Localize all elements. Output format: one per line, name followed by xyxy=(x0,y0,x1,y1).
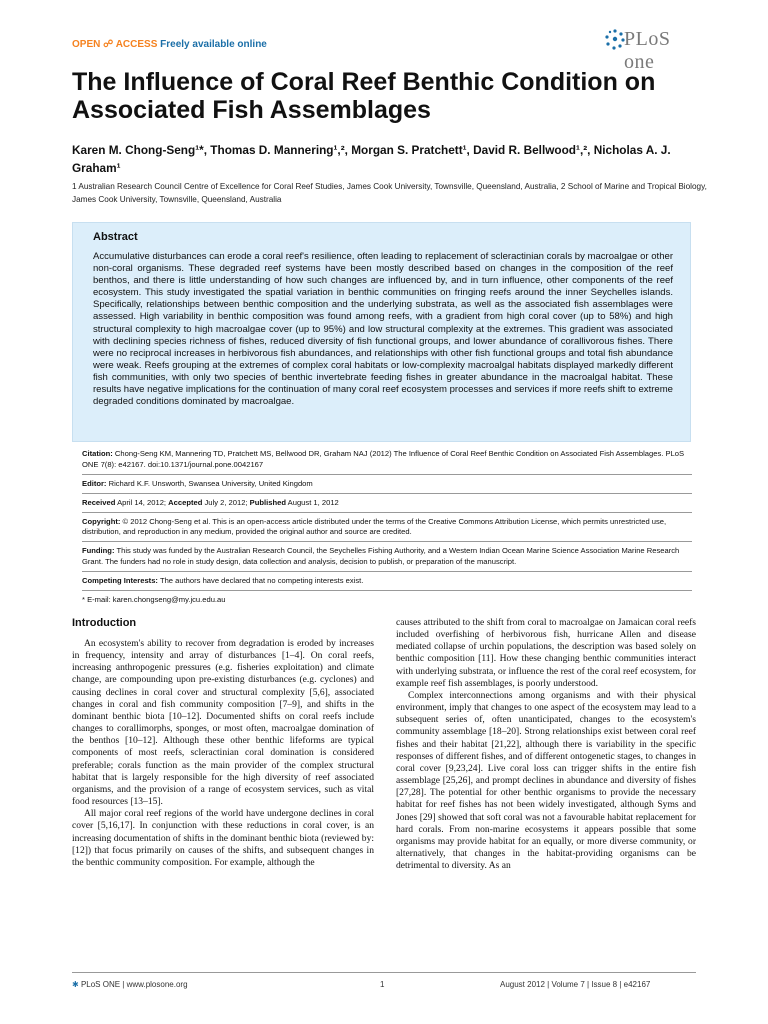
meta-divider xyxy=(82,590,692,591)
meta-divider xyxy=(82,512,692,513)
footer-divider xyxy=(72,972,696,973)
dates xyxy=(82,498,692,509)
journal-logo-text: PLoS one xyxy=(624,28,671,73)
paragraph: causes attributed to the shift from coral to macroalgae on Jamaican coral reefs included overfishing of herbivorous fish, hurricane Allen and disease mediated collapse of urchin populations, the description was based solely on benthic composition [11]. How these changing benthic communities interact with underlying substrata, or influence the rest of the coral reef ecosystem, for example reef fish assemblages, is poorly understood. xyxy=(396,617,696,689)
plos-one-logo xyxy=(604,26,704,73)
article-metadata xyxy=(82,449,692,609)
body-column-right xyxy=(396,617,696,872)
meta-divider xyxy=(82,474,692,475)
footer-journal-text: PLoS ONE | www.plosone.org xyxy=(80,980,188,989)
accepted-date: July 2, 2012; xyxy=(204,497,248,507)
footer-journal xyxy=(72,980,188,989)
competing-label: Competing Interests: xyxy=(82,575,158,585)
email[interactable]: * E-mail: karen.chongseng@my.jcu.edu.au xyxy=(82,594,226,604)
competing-interests xyxy=(82,576,692,587)
paragraph: Complex interconnections among organisms and with their physical environment, imply that changes to one aspect of the ecosystem may lead to a subsequent series of, often unanticipated, changes to the ecosystem's community assemblage [18–20]. Strong relationships exist between coral reef fishes and their habitat [21,22], although there is variability in the specific responses of different fishes, and of different ontogenetic stages, to changes in coral cover [9,23,24]. Live coral loss can trigger shifts in the entire fish assemblage [25,26], and prompt declines in abundance and diversity of fishes [27,28]. The potential for other benthic organisms to provide the necessary habitat for reef fishes has not been widely investigated, although Syms and Jones [29] showed that soft coral was not a favourable habitat replacement for hard corals. From non-marine ecosystems it appears possible that some organisms may provide habitat for an equally, or more diverse community, or alternatively, that changes in the habitat-providing organisms can be detrimental to diversity. As an xyxy=(396,689,696,872)
competing-text: The authors have declared that no competing interests exist. xyxy=(159,575,364,585)
plos-logo-icon xyxy=(604,28,626,50)
introduction-heading: Introduction xyxy=(72,617,137,629)
author-list: Karen M. Chong-Seng¹*, Thomas D. Mannering¹,², Morgan S. Pratchett¹, David R. Bellwood¹,², Nicholas A. J. Graham¹ xyxy=(72,143,671,175)
meta-divider xyxy=(82,571,692,572)
affiliations: 1 Australian Research Council Centre of Excellence for Coral Reef Studies, James Cook University, Townsville, Queensland, Australia, 2 School of Marine and Tropical Biology, James Cook University, Townsville, Queensland, Australia xyxy=(72,182,707,204)
citation-text: Chong-Seng KM, Mannering TD, Pratchett MS, Bellwood DR, Graham NAJ (2012) The Influence of Coral Reef Benthic Condition on Associated Fish Assemblages. PLoS ONE 7(8): e42167. doi:10.1371/journal.pone.0042167 xyxy=(82,449,685,469)
meta-divider xyxy=(82,541,692,542)
article-title: The Influence of Coral Reef Benthic Condition on Associated Fish Assemblages xyxy=(72,68,656,124)
open-access-banner xyxy=(72,39,267,50)
abstract-heading: Abstract xyxy=(93,231,138,243)
paragraph: An ecosystem's ability to recover from degradation is eroded by increases in frequency, intensity and array of disturbances [1–4]. On coral reefs, increasing anthropogenic pressures (e.g. fisheries exploitation) and climate change, are compounding upon pre-existing disturbances (e.g. cyclones) and causing declines in coral cover and structural complexity [5,6], associated changes in coral and fish community composition [7–9], and shifts in the dominant benthic biota [10–12]. Documented shifts on coral reefs include changes to corallimorphs, sponges, or most often, macroalgae domination of the benthos [10–12]. Although these other benthic lifeforms are typical components of most reefs, scleractinian coral domination is considered preferable; corals function as the main provider of the complex structural habitat that is largely responsible for the high diversity of reef associated organisms, and the provision of a range of ecosystem services, such as vital food resources [13–15]. xyxy=(72,638,374,808)
abstract-text: Accumulative disturbances can erode a coral reef's resilience, often leading to replacement of scleractinian corals by macroalgae or other non-coral organisms. These degraded reef systems have been mostly described based on changes in the composition of the reef benthos, and there is little understanding of how such changes are influenced by, and in turn influence, other components of the reef ecosystem. This study investigated the spatial variation in benthic communities on fringing reefs around the inner Seychelles islands. Specifically, relationships between benthic composition and the underlying substrata, as well as the associated fish assemblages were assessed. High variability in benthic composition was found among reefs, with a gradient from high coral cover (up to 58%) and high structural complexity to high macroalgae cover (up to 95%) and low structural complexity at the extremes. This gradient was associated with declining species richness of fishes, reduced diversity of fish functional groups, and lower abundance of corallivorous fishes. There were no reciprocal increases in herbivorous fish abundances, and relationships with other fish functional groups and total fish abundance were weak. Reefs grouping at the extremes of complex coral habitats or low-complexity macroalgal habitats displayed markedly different fish communities, with only two species of benthic invertebrate feeding fishes in greater abundance in the macroalgal habitat. These results have negative implications for the continuation of many coral reef ecosystem processes and services if more reefs shift to extreme degraded conditions dominated by macroalgae. xyxy=(93,251,673,408)
page-number: 1 xyxy=(380,980,385,989)
editor xyxy=(82,479,692,490)
copyright-label: Copyright: xyxy=(82,516,121,526)
meta-divider xyxy=(82,493,692,494)
paragraph: All major coral reef regions of the world have undergone declines in coral cover [5,16,17]. In conjunction with these reductions in coral cover, is an increasing documentation of shifts in the dominant benthic biota (reviewed by: [12]) that focus primarily on causes of the shifts, and subsequent changes in the benthic community composition. For example, although the xyxy=(72,808,374,868)
editor-text: Richard K.F. Unsworth, Swansea University, United Kingdom xyxy=(108,478,313,488)
citation-label: Citation: xyxy=(82,449,113,458)
funding xyxy=(82,546,692,567)
citation xyxy=(82,449,692,470)
copyright-text: © 2012 Chong-Seng et al. This is an open-access article distributed under the terms of the Creative Commons Attribution License, which permits unrestricted use, distribution, and reproduction in any medium, provided the original author and source are credited. xyxy=(82,516,667,536)
published-label: Published xyxy=(249,497,286,507)
body-column-left xyxy=(72,638,374,869)
abstract-box xyxy=(72,222,691,442)
copyright xyxy=(82,517,692,538)
editor-label: Editor: xyxy=(82,478,107,488)
access-label: ACCESS xyxy=(115,39,158,50)
funding-label: Funding: xyxy=(82,546,115,555)
published-date: August 1, 2012 xyxy=(287,497,339,507)
freely-available-label: Freely available online xyxy=(160,39,267,50)
issue-info: August 2012 | Volume 7 | Issue 8 | e42167 xyxy=(500,980,651,989)
open-label: OPEN xyxy=(72,39,101,50)
received-label: Received xyxy=(82,497,116,507)
received-date: April 14, 2012; xyxy=(117,497,167,507)
funding-text: This study was funded by the Australian Research Council, the Seychelles Fishing Authority, and a Western Indian Ocean Marine Science Association Marine Research Grant. The funders had no role in study design, data collection and analysis, decision to publish, or preparation of the manuscript. xyxy=(82,546,680,566)
plos-footer-icon: ✱ xyxy=(72,980,79,989)
lock-icon: ☍ xyxy=(103,39,114,50)
accepted-label: Accepted xyxy=(168,497,203,507)
